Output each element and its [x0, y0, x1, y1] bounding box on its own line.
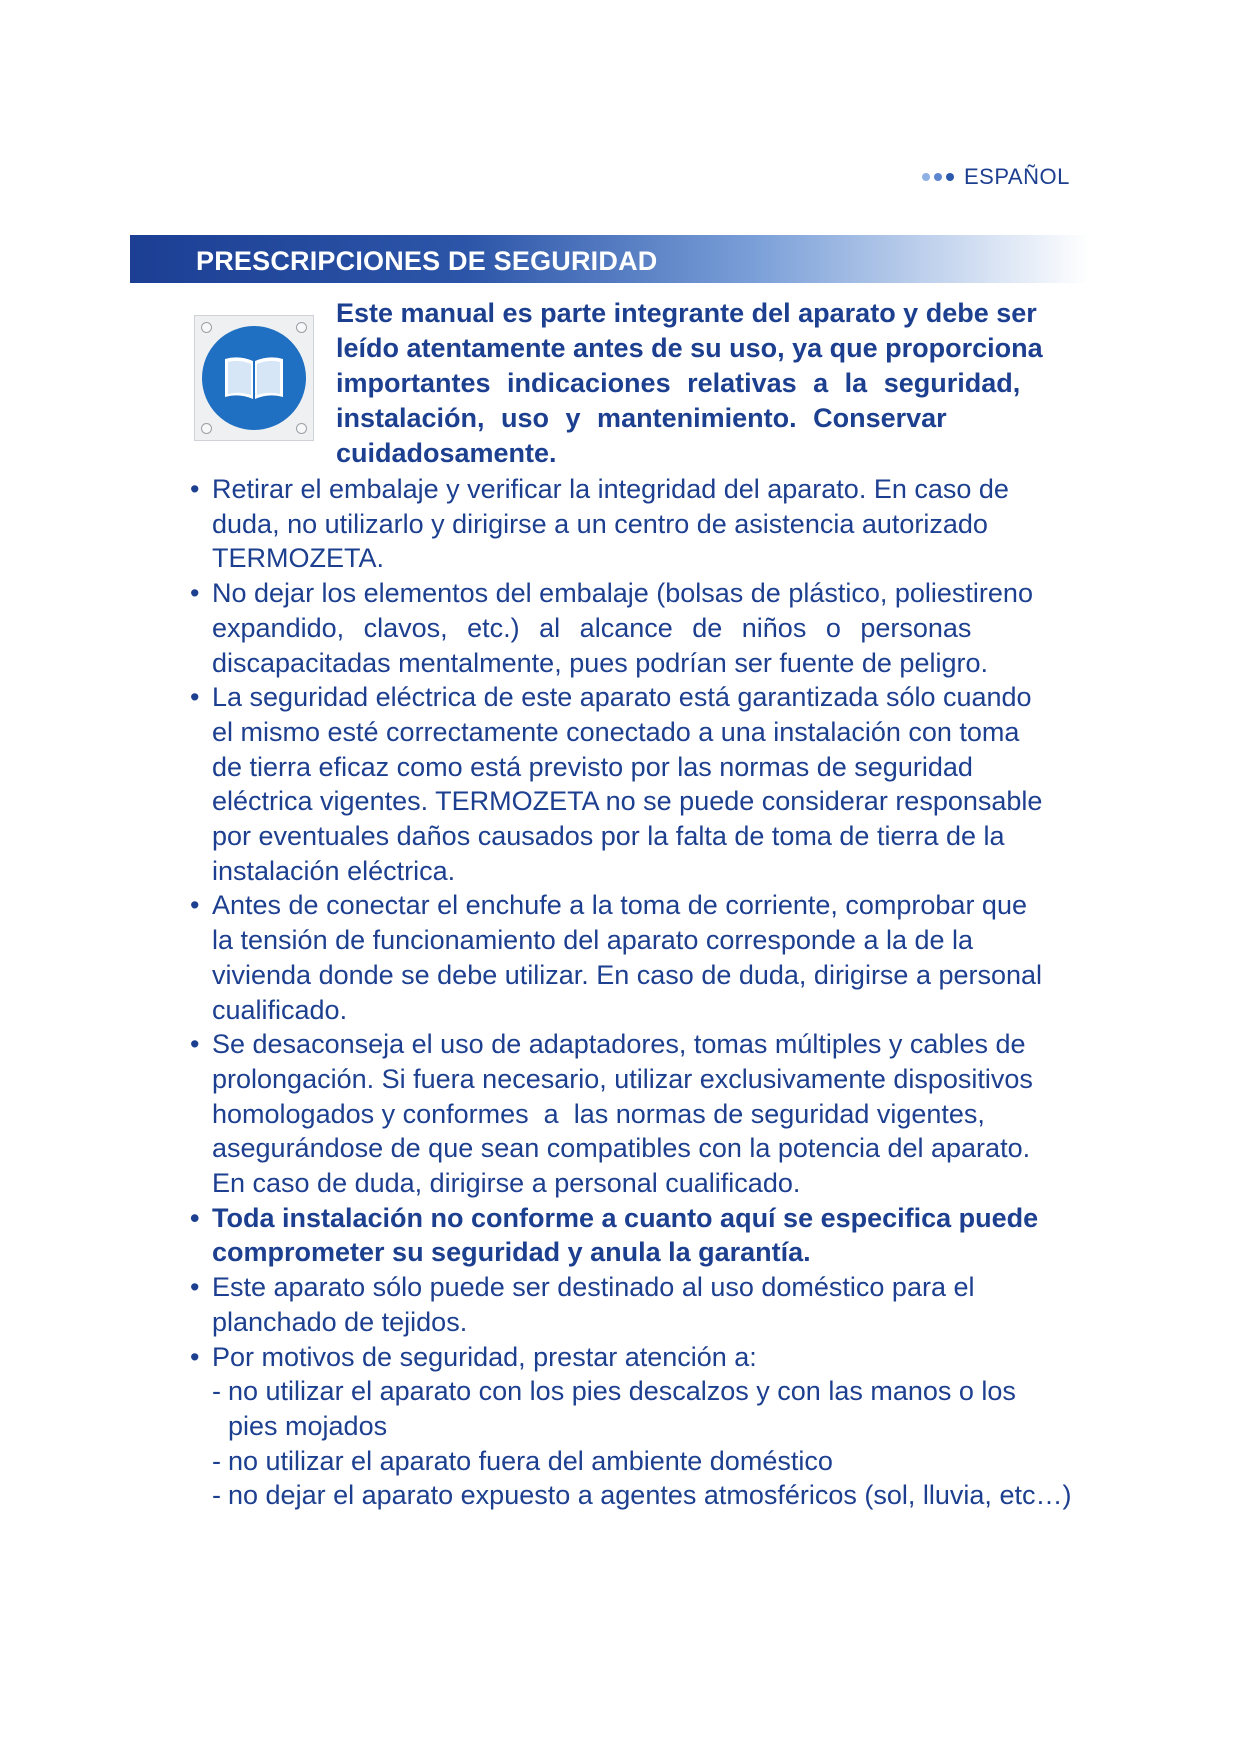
- list-item: [190, 888, 1140, 1027]
- bullet-icon: •: [190, 682, 200, 713]
- list-item: [190, 1340, 1140, 1514]
- sub-list-item: [212, 1444, 1140, 1479]
- list-item-line: En caso de duda, dirigirse a personal cualificado.: [212, 1168, 801, 1199]
- list-item-warning: [190, 1201, 1140, 1270]
- list-item-line: Retirar el embalaje y verificar la integridad del aparato. En caso de: [212, 474, 1009, 504]
- list-item-line: Se desaconseja el uso de adaptadores, tomas múltiples y cables de: [212, 1029, 1026, 1060]
- dash-icon: -: [212, 1376, 221, 1407]
- list-item-line: No dejar los elementos del embalaje (bolsas de plástico, poliestireno: [212, 578, 1033, 609]
- list-item-line: por eventuales daños causados por la falta de toma de tierra de la: [212, 821, 1005, 852]
- list-item-line: Este aparato sólo puede ser destinado al uso doméstico para el: [212, 1272, 975, 1303]
- bullet-icon: •: [190, 474, 200, 504]
- bullet-icon: •: [190, 890, 200, 921]
- sub-list-item: [212, 1478, 1140, 1513]
- list-item-line: homologados y conformes a las normas de seguridad vigentes,: [212, 1098, 985, 1129]
- list-item-line: asegurándose de que sean compatibles con la potencia del aparato.: [212, 1133, 1031, 1164]
- list-item-line: discapacitadas mentalmente, pues podrían ser fuente de peligro.: [212, 647, 988, 678]
- list-item-line: la tensión de funcionamiento del aparato corresponde a la de la: [212, 925, 974, 956]
- list-item-line: Por motivos de seguridad, prestar atención a:: [212, 1341, 757, 1372]
- sub-list-item: [212, 1374, 1140, 1443]
- list-item: [190, 680, 1140, 888]
- bullet-icon: •: [190, 1202, 200, 1233]
- list-item-line: La seguridad eléctrica de este aparato está garantizada sólo cuando: [212, 682, 1032, 713]
- sub-list-item-line: no utilizar el aparato con los pies descalzos y con las manos o los: [228, 1376, 1016, 1407]
- dash-icon: -: [212, 1480, 221, 1511]
- list-item-line: cualificado.: [212, 994, 348, 1025]
- dash-icon: -: [212, 1445, 221, 1476]
- intro-line: Este manual es parte integrante del aparato y debe ser: [336, 298, 1037, 328]
- list-item-line: TERMOZETA.: [212, 543, 384, 574]
- list-item: [190, 1027, 1140, 1201]
- read-manual-icon: [201, 325, 307, 431]
- list-item-line: vivienda donde se debe utilizar. En caso de duda, dirigirse a personal: [212, 959, 1043, 990]
- section-banner: [130, 235, 1090, 283]
- bullet-icon: •: [190, 1341, 200, 1372]
- intro-line: importantes indicaciones relativas a la seguridad,: [336, 368, 1021, 398]
- list-item-line: instalación eléctrica.: [212, 855, 456, 886]
- intro-line: leído atentamente antes de su uso, ya que proporciona: [336, 333, 1043, 363]
- list-item-line: comprometer su seguridad y anula la garantía.: [212, 1237, 811, 1268]
- intro-line: instalación, uso y mantenimiento. Conservar: [336, 403, 947, 433]
- list-item-line: prolongación. Si fuera necesario, utilizar exclusivamente dispositivos: [212, 1063, 1033, 1094]
- list-item-line: de tierra eficaz como está previsto por las normas de seguridad: [212, 751, 973, 782]
- sub-list-item-line: pies mojados: [228, 1410, 388, 1441]
- read-manual-icon-plate: [194, 315, 314, 441]
- list-item-line: duda, no utilizarlo y dirigirse a un centro de asistencia autorizado: [212, 508, 988, 539]
- safety-list: [190, 472, 1140, 1513]
- sub-list-item-line: no utilizar el aparato fuera del ambiente doméstico: [228, 1445, 833, 1476]
- list-item-line: eléctrica vigentes. TERMOZETA no se puede considerar responsable: [212, 786, 1043, 817]
- sub-list-item-line: no dejar el aparato expuesto a agentes atmosféricos (sol, lluvia, etc…): [228, 1480, 1072, 1511]
- list-item-line: Antes de conectar el enchufe a la toma de corriente, comprobar que: [212, 890, 1027, 921]
- list-item: [190, 1270, 1140, 1339]
- intro-line: cuidadosamente.: [336, 438, 557, 468]
- language-label: ESPAÑOL: [964, 164, 1070, 189]
- list-item-line: expandido, clavos, etc.) al alcance de niños o personas: [212, 612, 972, 643]
- language-indicator: [922, 164, 1070, 190]
- intro-paragraph: [336, 296, 1096, 471]
- section-title: PRESCRIPCIONES DE SEGURIDAD: [196, 246, 658, 276]
- dots-icon: [922, 173, 954, 181]
- list-item: [190, 576, 1140, 680]
- list-item: [190, 472, 1140, 576]
- list-item-line: planchado de tejidos.: [212, 1306, 468, 1337]
- bullet-icon: •: [190, 578, 200, 609]
- list-item-line: el mismo esté correctamente conectado a una instalación con toma: [212, 716, 1020, 747]
- bullet-icon: •: [190, 1272, 200, 1303]
- list-item-line: Toda instalación no conforme a cuanto aquí se especifica puede: [212, 1202, 1039, 1233]
- bullet-icon: •: [190, 1029, 200, 1060]
